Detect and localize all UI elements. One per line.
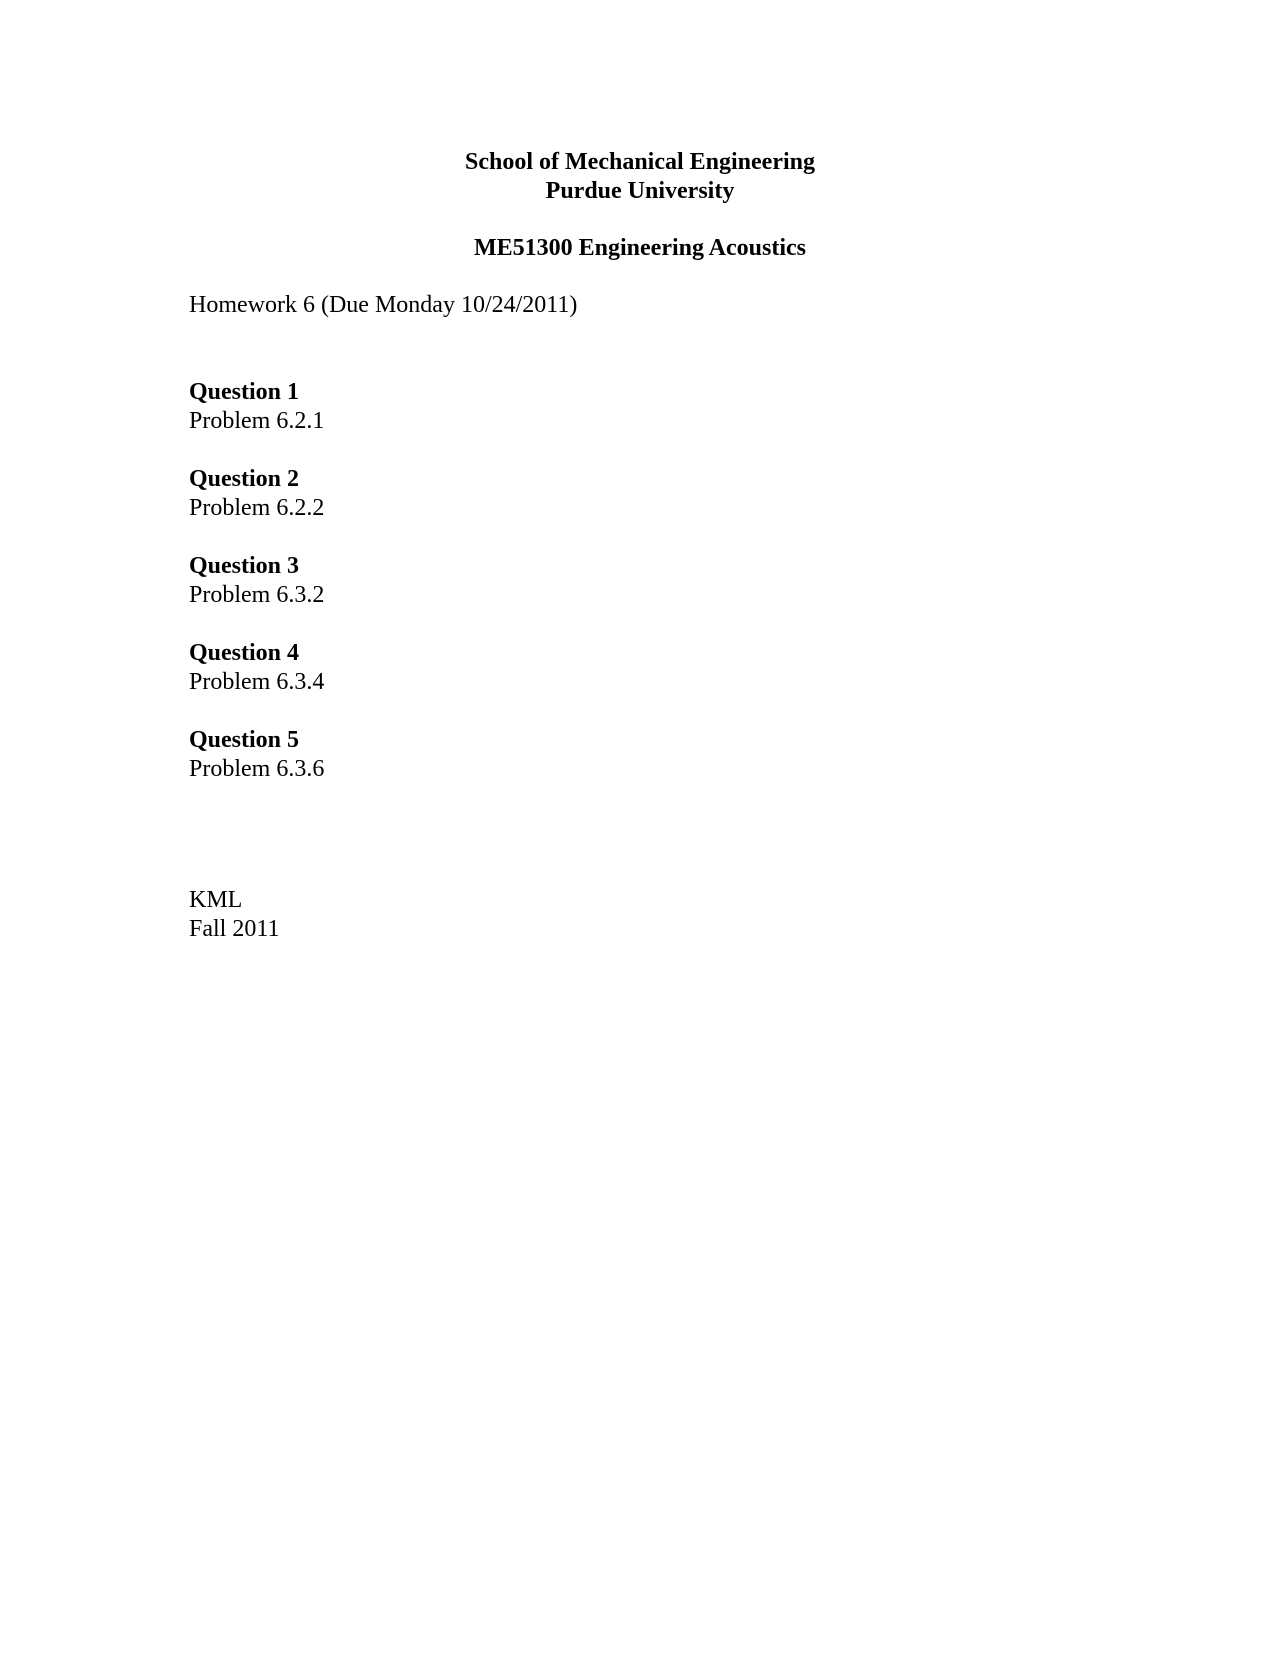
question-item: [189, 378, 1089, 436]
question-item: [189, 552, 1089, 610]
question-problem: Problem 6.3.4: [189, 669, 325, 695]
course-title: ME51300 Engineering Acoustics: [473, 235, 806, 261]
homework-title: Homework 6 (Due Monday 10/24/2011): [189, 292, 578, 318]
document-header: [0, 148, 1280, 263]
question-item: [189, 726, 1089, 784]
school-name: School of Mechanical Engineering: [465, 149, 815, 175]
question-title: Question 3: [189, 553, 300, 579]
author-initials: KML: [189, 887, 243, 913]
question-title: Question 4: [189, 640, 300, 666]
document-body: [189, 291, 1089, 944]
question-title: Question 2: [189, 466, 300, 492]
question-problem: Problem 6.2.2: [189, 495, 325, 521]
university-name: Purdue University: [545, 178, 735, 204]
question-title: Question 5: [189, 727, 300, 753]
question-item: [189, 639, 1089, 697]
term-label: Fall 2011: [189, 916, 280, 942]
question-problem: Problem 6.2.1: [189, 408, 325, 434]
question-title: Question 1: [189, 379, 300, 405]
question-item: [189, 465, 1089, 523]
question-problem: Problem 6.3.6: [189, 756, 325, 782]
question-problem: Problem 6.3.2: [189, 582, 325, 608]
question-list: [189, 378, 1089, 784]
signature-block: [189, 886, 1089, 944]
